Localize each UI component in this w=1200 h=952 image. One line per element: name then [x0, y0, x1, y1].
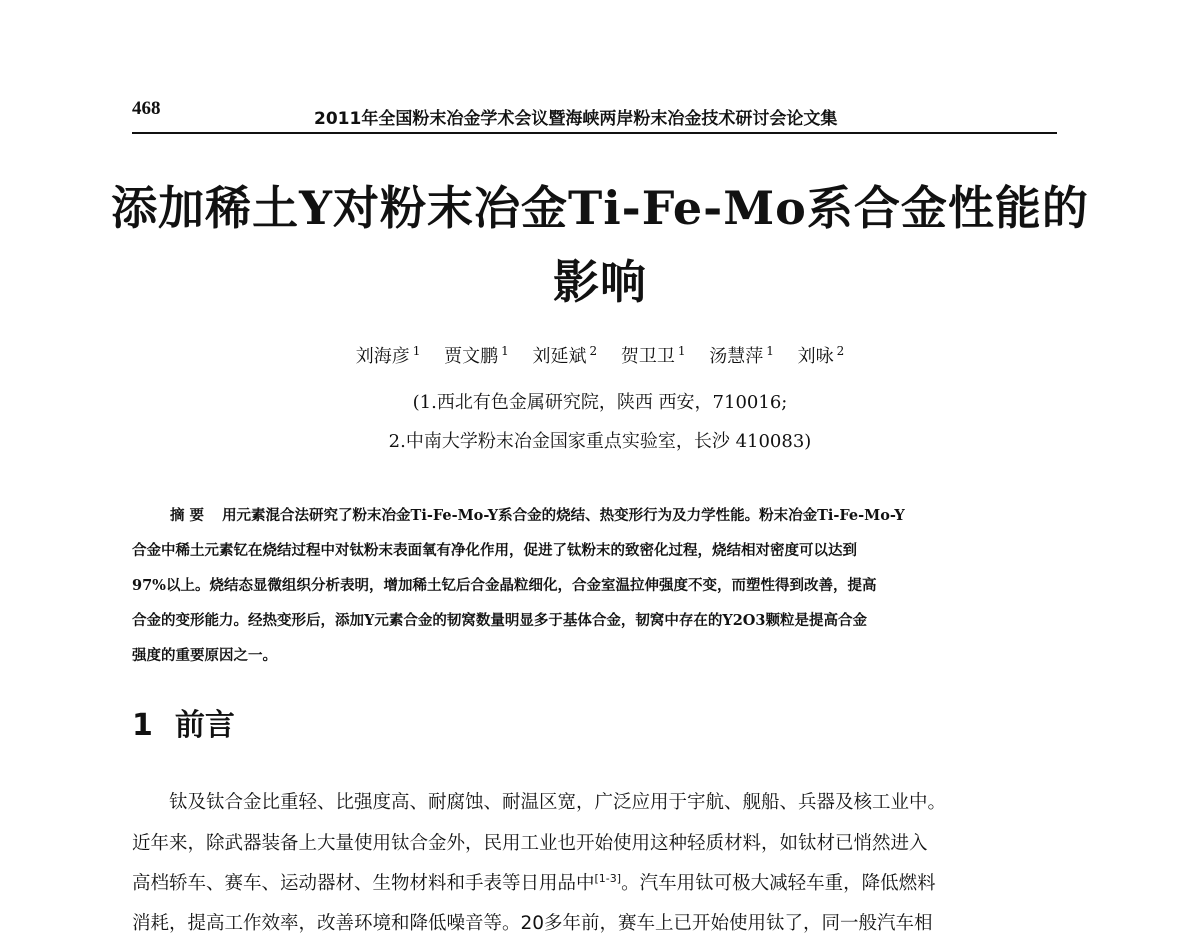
body-line: 钛及钛合金比重轻、比强度高、耐腐蚀、耐温区宽，广泛应用于宇航、舰船、兵器及核工业中。	[169, 792, 947, 813]
author: 刘海彦 $^1$	[355, 344, 421, 367]
section-heading	[132, 700, 235, 744]
abstract-line: 摘 要 用元素混合法研究了粉末冶金Ti-Fe-Mo-Y系合金的烧结、热变形行为及力学性能。粉末冶金Ti-Fe-Mo-Y	[170, 507, 905, 524]
section-number: 1	[132, 708, 153, 743]
abstract-line: 合金中稀土元素钇在烧结过程中对钛粉末表面氧有净化作用，促进了钛粉末的致密化过程，烧结相对密度可以达到	[132, 542, 857, 559]
abstract-label: 摘 要	[170, 508, 205, 524]
affiliation-1: (1.西北有色金属研究院，陕西 西安，710016;	[412, 392, 788, 413]
author: 贾文鹏 $^1$	[444, 344, 509, 367]
author-list	[200, 342, 1000, 368]
page-header	[132, 96, 1057, 134]
author: 贺卫卫 $^1$	[620, 344, 686, 367]
running-title: 2011年全国粉末冶金学术会议暨海峡两岸粉末冶金技术研讨会论文集	[314, 109, 838, 129]
affiliation-2: 2.中南大学粉末冶金国家重点实验室，长沙 410083)	[388, 431, 812, 452]
abstract-line: 97%以上。烧结态显微组织分析表明，增加稀土钇后合金晶粒细化，合金室温拉伸强度不变，而塑性得到改善，提高	[132, 577, 877, 594]
page-number: 468	[132, 98, 161, 119]
paper-title-line-2: 影响	[553, 255, 647, 309]
abstract-line: 合金的变形能力。经热变形后，添加Y元素合金的韧窝数量明显多于基体合金，韧窝中存在的Y2O3颗粒是提高合金	[132, 612, 868, 629]
body-line: 消耗，提高工作效率，改善环境和降低噪音等。20多年前，赛车上已开始使用钛了，同一般汽车相	[132, 913, 933, 934]
abstract-line: 强度的重要原因之一。	[132, 647, 277, 664]
citation: [1-3]	[594, 871, 622, 885]
author: 汤慧萍 $^1$	[709, 344, 774, 367]
paper-title-line-1: 添加稀土Y对粉末冶金Ti-Fe-Mo系合金性能的	[111, 181, 1089, 235]
author: 刘延斌 $^2$	[532, 344, 598, 367]
body-line: 近年来，除武器装备上大量使用钛合金外，民用工业也开始使用这种轻质材料，如钛材已悄然进入	[132, 833, 928, 854]
author: 刘咏 $^2$	[797, 344, 845, 367]
body-line: 高档轿车、赛车、运动器材、生物材料和手表等日用品中[1-3]。汽车用钛可极大减轻车重，降低燃料	[132, 871, 936, 894]
section-title: 前言	[174, 708, 235, 743]
